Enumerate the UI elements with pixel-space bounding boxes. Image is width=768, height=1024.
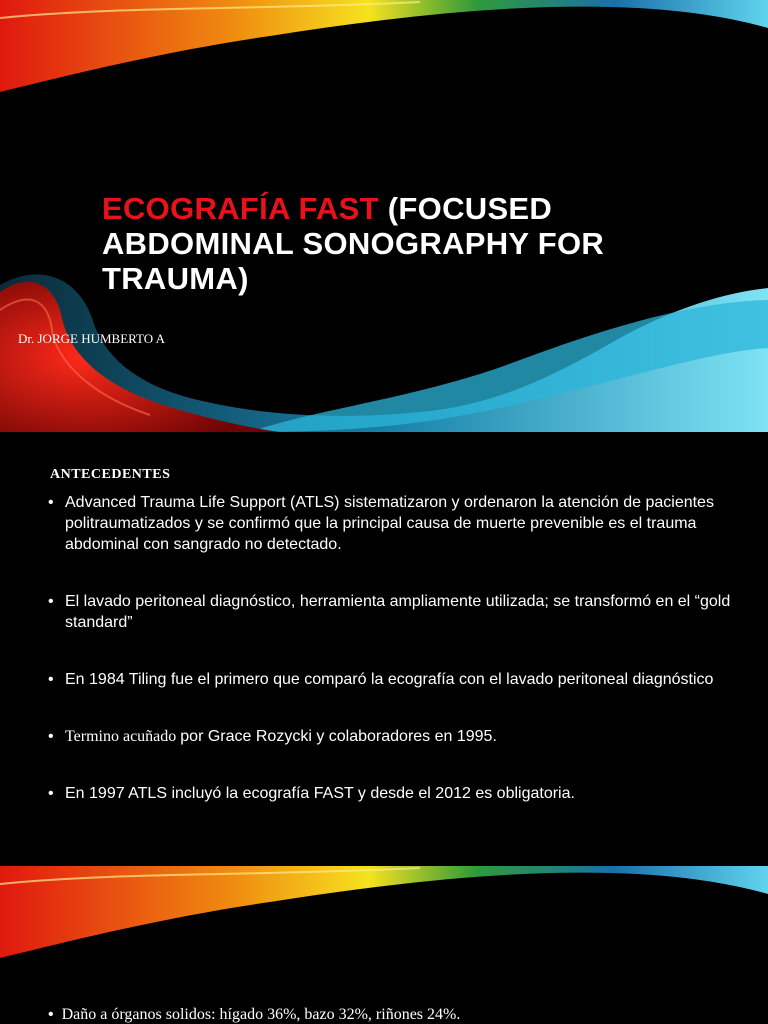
bullet-dot: • [48,671,54,688]
bullet-item: • Termino acuñado por Grace Rozycki y colaboradores en 1995. [48,728,497,745]
bullet-item: • En 1997 ATLS incluyó la ecografía FAST y desde el 2012 es obligatoria. [48,785,575,802]
bullet-dot: • [48,494,54,511]
bullet-list [48,492,738,804]
bullet-item: • Daño a órganos solidos: hígado 36%, bazo 32%, riñones 24%. [48,1006,461,1023]
bullet-dot: • [48,1006,54,1023]
author-name: Dr. JORGE HUMBERTO A [18,331,166,346]
organ-injury-slide [0,866,768,1024]
title-rest: (FOCUSED ABDOMINAL SONOGRAPHY FOR TRAUMA) [102,191,605,296]
bullet-dot: • [48,785,54,802]
bullet-item: • En 1984 Tiling fue el primero que comparó la ecografía con el lavado peritoneal diagnóstico [48,671,714,688]
section-heading: ANTECEDENTES [50,467,171,482]
bullet-item: • Advanced Trauma Life Support (ATLS) sistematizaron y ordenaron la atención de pacientes politraumatizados y se confirmó que la principal causa de muerte prevenible es el trauma abdominal con sangrado no detectado. [48,494,714,553]
antecedentes-slide [0,434,768,864]
bullet-dot: • [48,593,54,610]
slide-title [102,191,722,296]
top-swoosh-decoration [0,866,768,1024]
bullet-item: • El lavado peritoneal diagnóstico, herramienta ampliamente utilizada; se transformó en el “gold standard” [48,593,731,631]
title-accent: ECOGRAFÍA FAST [102,191,379,226]
bullet-dot: • [48,728,54,745]
title-slide [0,0,768,432]
